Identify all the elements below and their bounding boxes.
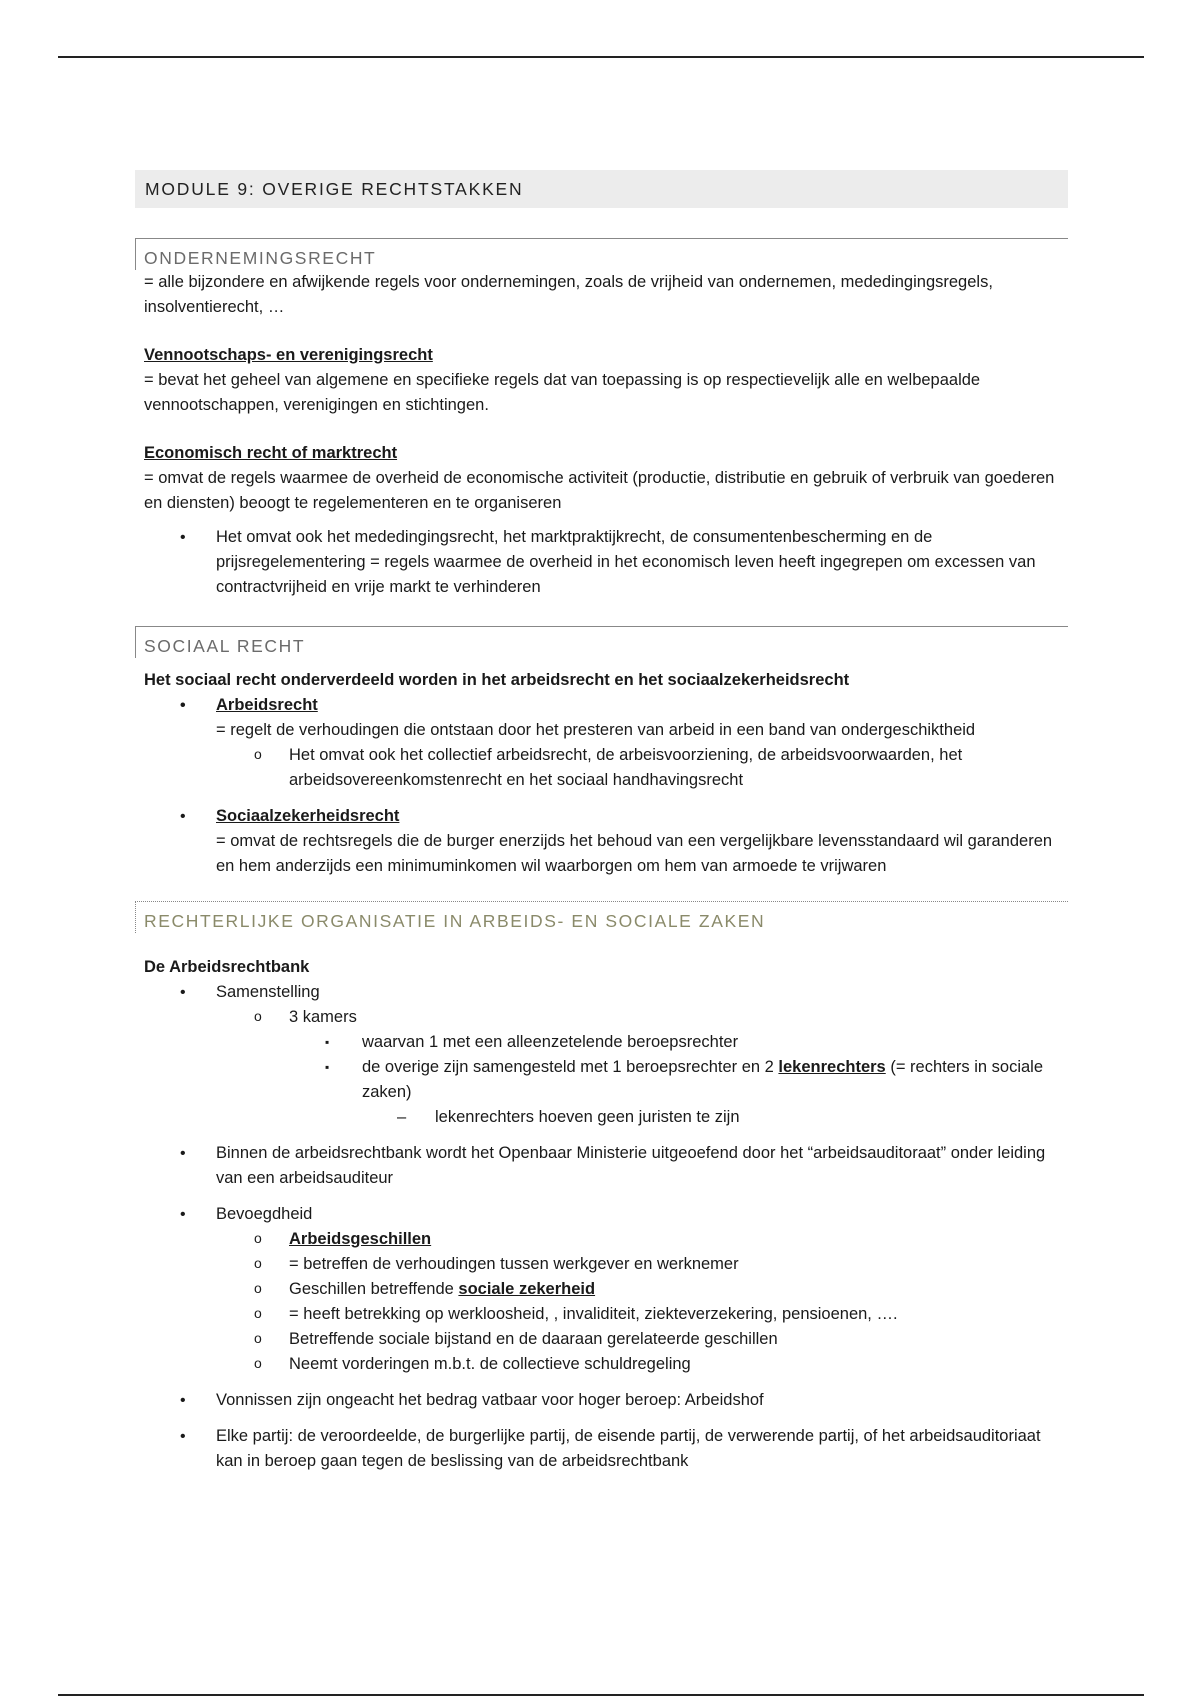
arbeidsrecht-text: = regelt de verhoudingen die ontstaan door het presteren van arbeid in een band van ondergeschiktheid (216, 721, 976, 739)
bevoegdheid-sub-3 (135, 1277, 1068, 1302)
module-title: MODULE 9: OVERIGE RECHTSTAKKEN (135, 170, 1068, 208)
arbeidsrecht-title: Arbeidsrecht (216, 696, 318, 714)
elke-partij-item: • Elke partij: de veroordeelde, de burgerlijke partij, de eisende partij, de verwerende partij, of het arbeidsauditoriaat kan in beroep gaan tegen de beslissing van de arbeidsrechtbank (135, 1424, 1068, 1474)
kamer-item-2-pre: de overige zijn samengesteld met 1 beroepsrechter en 2 (362, 1058, 779, 1076)
arbeidsrecht-sub: o Het omvat ook het collectief arbeidsrecht, de arbeisvoorziening, de arbeidsvoorwaarden, het arbeidsovereenkomstenrecht en het sociaal handhavingsrecht (135, 743, 1068, 793)
heading-rechterlijke-organisatie: RECHTERLIJKE ORGANISATIE IN ARBEIDS- EN SOCIALE ZAKEN (135, 901, 1068, 933)
footer-rule (58, 1694, 1144, 1696)
sociaal-recht-lead: Het sociaal recht onderverdeeld worden in het arbeidsrecht en het sociaalzekerheidsrecht (144, 671, 850, 689)
marktrecht-bullet: • Het omvat ook het mededingingsrecht, het marktpraktijkrecht, de consumentenbescherming en de prijsregelementering = regels waarmee de overheid in het economisch leven heeft ingegrepen om excessen van contractvrijheid en vrije markt te verhinderen (135, 525, 1068, 600)
marktrecht-text: = omvat de regels waarmee de overheid de economische activiteit (productie, distributie en gebruik of verbruik van goederen en diensten) beoogt te regelementeren en te organiseren (144, 469, 1055, 512)
vennootschapsrecht-title: Vennootschaps- en verenigingsrecht (144, 346, 433, 364)
ondernemingsrecht-intro: = alle bijzondere en afwijkende regels voor ondernemingen, zoals de vrijheid van ondernemen, mededingingsregels, insolventierecht, … (144, 273, 993, 316)
bevoegdheid-sub-5: o Betreffende sociale bijstand en de daaraan gerelateerde geschillen (135, 1327, 1068, 1352)
sociale-zekerheid-term: sociale zekerheid (458, 1280, 596, 1298)
kamer-item-2-post: (= rechters in sociale zaken) (362, 1058, 1044, 1101)
arbeidsrechtbank-lead: De Arbeidsrechtbank (144, 958, 310, 976)
bevoegdheid-item: • Bevoegdheid (135, 1202, 1068, 1227)
kamer-item-1: ▪ waarvan 1 met een alleenzetelende beroepsrechter (135, 1030, 1068, 1055)
bevoegdheid-sub-4: o = heeft betrekking op werkloosheid, , invaliditeit, ziekteverzekering, pensioenen, …. (135, 1302, 1068, 1327)
lekenrechters-term: lekenrechters (778, 1058, 886, 1076)
vennootschapsrecht-text: = bevat het geheel van algemene en specifieke regels dat van toepassing is op respectievelijk alle en welbepaalde vennootschappen, verenigingen en stichtingen. (144, 371, 981, 414)
sociaalzekerheidsrecht-text: = omvat de rechtsregels die de burger enerzijds het behoud van een vergelijkbare levensstandaard wil garanderen en hem anderzijds een minimuminkomen wil waarborgen om hem van armoede te vrijwaren (216, 832, 1053, 875)
heading-sociaal-recht: SOCIAAL RECHT (135, 626, 1068, 658)
heading-ondernemingsrecht: ONDERNEMINGSRECHT (135, 238, 1068, 270)
bevoegdheid-sub-6: o Neemt vorderingen m.b.t. de collectieve schuldregeling (135, 1352, 1068, 1377)
arbeidsrecht-bullet (135, 693, 1068, 718)
vonnissen-item: • Vonnissen zijn ongeacht het bedrag vatbaar voor hoger beroep: Arbeidshof (135, 1388, 1068, 1413)
arbeidsgeschillen-term: Arbeidsgeschillen (289, 1230, 432, 1248)
bevoegdheid-sub-1 (135, 1227, 1068, 1252)
lekenrechters-note: – lekenrechters hoeven geen juristen te zijn (135, 1105, 1068, 1130)
sociaalzekerheidsrecht-title: Sociaalzekerheidsrecht (216, 807, 400, 825)
kamers-item: o 3 kamers (135, 1005, 1068, 1030)
bevoegdheid-sub-2: o = betreffen de verhoudingen tussen werkgever en werknemer (135, 1252, 1068, 1277)
bevoegdheid-sub-3-pre: Geschillen betreffende (289, 1280, 459, 1298)
kamer-item-2 (135, 1055, 1068, 1105)
marktrecht-title: Economisch recht of marktrecht (144, 444, 398, 462)
document-body (135, 170, 1068, 1474)
header-rule (58, 56, 1144, 58)
openbaar-ministerie-item: • Binnen de arbeidsrechtbank wordt het Openbaar Ministerie uitgeoefend door het “arbeidsauditoraat” onder leiding van een arbeidsauditeur (135, 1141, 1068, 1191)
samenstelling-item: • Samenstelling (135, 980, 1068, 1005)
sociaalzekerheidsrecht-bullet (135, 804, 1068, 829)
